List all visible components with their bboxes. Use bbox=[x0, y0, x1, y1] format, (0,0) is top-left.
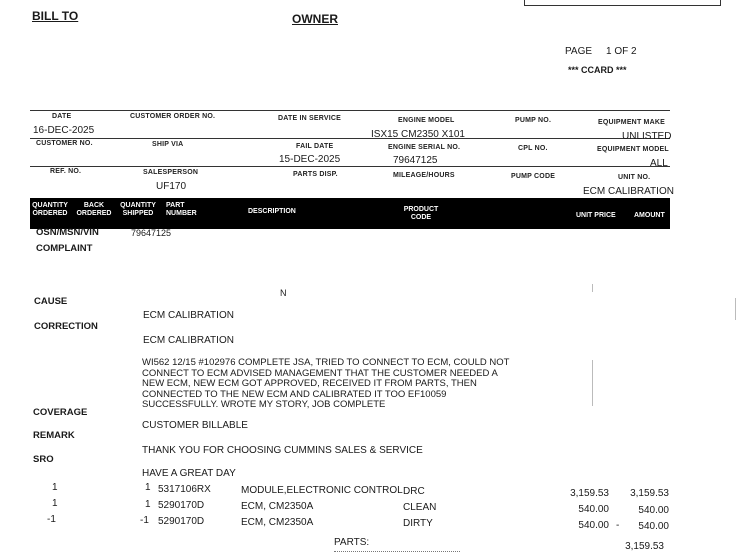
coverage-text: CUSTOMER BILLABLE bbox=[142, 420, 248, 431]
cause-text: ECM CALIBRATION bbox=[143, 310, 234, 321]
bill-to-heading: BILL TO bbox=[32, 9, 79, 23]
owner-heading: OWNER bbox=[292, 12, 338, 26]
col-back-ordered: BACK ORDERED bbox=[76, 202, 112, 217]
col-amount: AMOUNT bbox=[634, 212, 665, 219]
osn-label: OSN/MSN/VIN bbox=[36, 227, 99, 238]
correction-text: ECM CALIBRATION bbox=[143, 335, 234, 346]
equipment-model-header: EQUIPMENT MODEL bbox=[597, 146, 669, 153]
coverage-label: COVERAGE bbox=[33, 407, 88, 418]
page-number: 1 OF 2 bbox=[606, 46, 637, 57]
mileage-hours-header: MILEAGE/HOURS bbox=[393, 172, 455, 179]
scan-mark bbox=[735, 298, 736, 320]
ccard-label: *** CCARD *** bbox=[568, 65, 627, 75]
line-product-code: CLEAN bbox=[403, 502, 437, 513]
line-qty-shipped: 1 bbox=[145, 499, 151, 510]
line-product-code: DIRTY bbox=[403, 518, 433, 529]
customer-no-header: CUSTOMER NO. bbox=[36, 140, 93, 147]
scan-mark bbox=[592, 360, 593, 406]
date-header: DATE bbox=[52, 113, 72, 120]
line-description: ECM, CM2350A bbox=[241, 517, 314, 528]
pump-no-header: PUMP NO. bbox=[515, 117, 552, 124]
col-qty-ordered: QUANTITY ORDERED bbox=[32, 202, 68, 217]
page-label: PAGE bbox=[565, 46, 593, 57]
line-qty-shipped: -1 bbox=[140, 515, 149, 526]
grid-line bbox=[30, 110, 670, 111]
col-description: DESCRIPTION bbox=[248, 208, 296, 215]
col-qty-shipped: QUANTITY SHIPPED bbox=[120, 202, 156, 217]
equipment-model-value: ALL bbox=[650, 158, 668, 169]
grid-line bbox=[30, 138, 670, 139]
line-qty-shipped: 1 bbox=[145, 482, 151, 493]
correction-label: CORRECTION bbox=[34, 321, 98, 332]
ref-no-header: REF. NO. bbox=[50, 168, 82, 175]
pump-code-header: PUMP CODE bbox=[511, 173, 556, 180]
ship-via-header: SHIP VIA bbox=[152, 141, 184, 148]
engine-model-value: ISX15 CM2350 X101 bbox=[371, 129, 465, 140]
line-qty-ordered: 1 bbox=[52, 498, 58, 509]
line-part-number: 5290170D bbox=[158, 500, 205, 511]
complaint-label: COMPLAINT bbox=[36, 243, 93, 254]
cpl-no-header: CPL NO. bbox=[518, 145, 548, 152]
engine-serial-value: 79647125 bbox=[393, 155, 438, 166]
line-separator: - bbox=[616, 520, 620, 531]
sro-label: SRO bbox=[33, 454, 54, 465]
line-description: MODULE,ELECTRONIC CONTROL bbox=[241, 485, 403, 496]
remark-label: REMARK bbox=[33, 430, 75, 441]
line-amount: 3,159.53 bbox=[630, 488, 669, 499]
line-qty-ordered: 1 bbox=[52, 482, 58, 493]
line-unit-price: 540.00 bbox=[578, 504, 609, 515]
stray-mark: N bbox=[280, 288, 287, 298]
date-value: 16-DEC-2025 bbox=[33, 125, 95, 136]
osn-value: 79647125 bbox=[131, 228, 172, 238]
line-unit-price: 540.00 bbox=[578, 520, 609, 531]
parts-total-label: PARTS: bbox=[334, 537, 370, 548]
technician-story: WI562 12/15 #102976 COMPLETE JSA, TRIED TO CONNECT TO ECM, COULD NOT CONNECT TO ECM ADVISED MANAGEMENT THAT THE CUSTOMER NEEDED A NEW ECM, NEW ECM GOT APPROVED, RECEIVED IT FROM PARTS, THEN CONNECTED TO THE NEW ECM AND CALIBRATED IT TOO EF10059 SUCCESSFULLY. WROTE MY STORY, JOB COMPLETE bbox=[142, 357, 510, 410]
scan-mark bbox=[592, 284, 593, 292]
line-amount: 540.00 bbox=[638, 505, 669, 516]
date-in-service-header: DATE IN SERVICE bbox=[278, 115, 342, 122]
customer-order-header: CUSTOMER ORDER NO. bbox=[130, 113, 216, 120]
sro-text: HAVE A GREAT DAY bbox=[142, 468, 236, 479]
unit-no-value: ECM CALIBRATION bbox=[583, 186, 674, 197]
cause-label: CAUSE bbox=[34, 296, 68, 307]
fail-date-value: 15-DEC-2025 bbox=[279, 154, 341, 165]
col-product-code: PRODUCT CODE bbox=[403, 206, 439, 221]
col-unit-price: UNIT PRICE bbox=[576, 212, 616, 219]
equipment-make-header: EQUIPMENT MAKE bbox=[598, 119, 665, 126]
line-amount: 540.00 bbox=[638, 521, 669, 532]
grid-line bbox=[30, 166, 670, 167]
unit-no-header: UNIT NO. bbox=[618, 174, 651, 181]
line-part-number: 5317106RX bbox=[158, 484, 211, 495]
col-part-number: PART NUMBER bbox=[166, 202, 197, 217]
salesperson-value: UF170 bbox=[156, 181, 187, 192]
line-qty-ordered: -1 bbox=[47, 514, 56, 525]
line-description: ECM, CM2350A bbox=[241, 501, 314, 512]
equipment-make-value: UNLISTED bbox=[622, 131, 672, 142]
salesperson-header: SALESPERSON bbox=[143, 169, 199, 176]
parts-disp-header: PARTS DISP. bbox=[293, 171, 338, 178]
line-product-code: DRC bbox=[403, 486, 425, 497]
parts-total-value: 3,159.53 bbox=[625, 541, 664, 552]
remark-text: THANK YOU FOR CHOOSING CUMMINS SALES & SERVICE bbox=[142, 445, 423, 456]
line-part-number: 5290170D bbox=[158, 516, 205, 527]
engine-serial-header: ENGINE SERIAL NO. bbox=[388, 144, 461, 151]
top-right-box bbox=[524, 0, 721, 6]
fail-date-header: FAIL DATE bbox=[296, 143, 334, 150]
cut-off-line bbox=[334, 551, 460, 555]
line-unit-price: 3,159.53 bbox=[570, 488, 609, 499]
engine-model-header: ENGINE MODEL bbox=[398, 117, 455, 124]
